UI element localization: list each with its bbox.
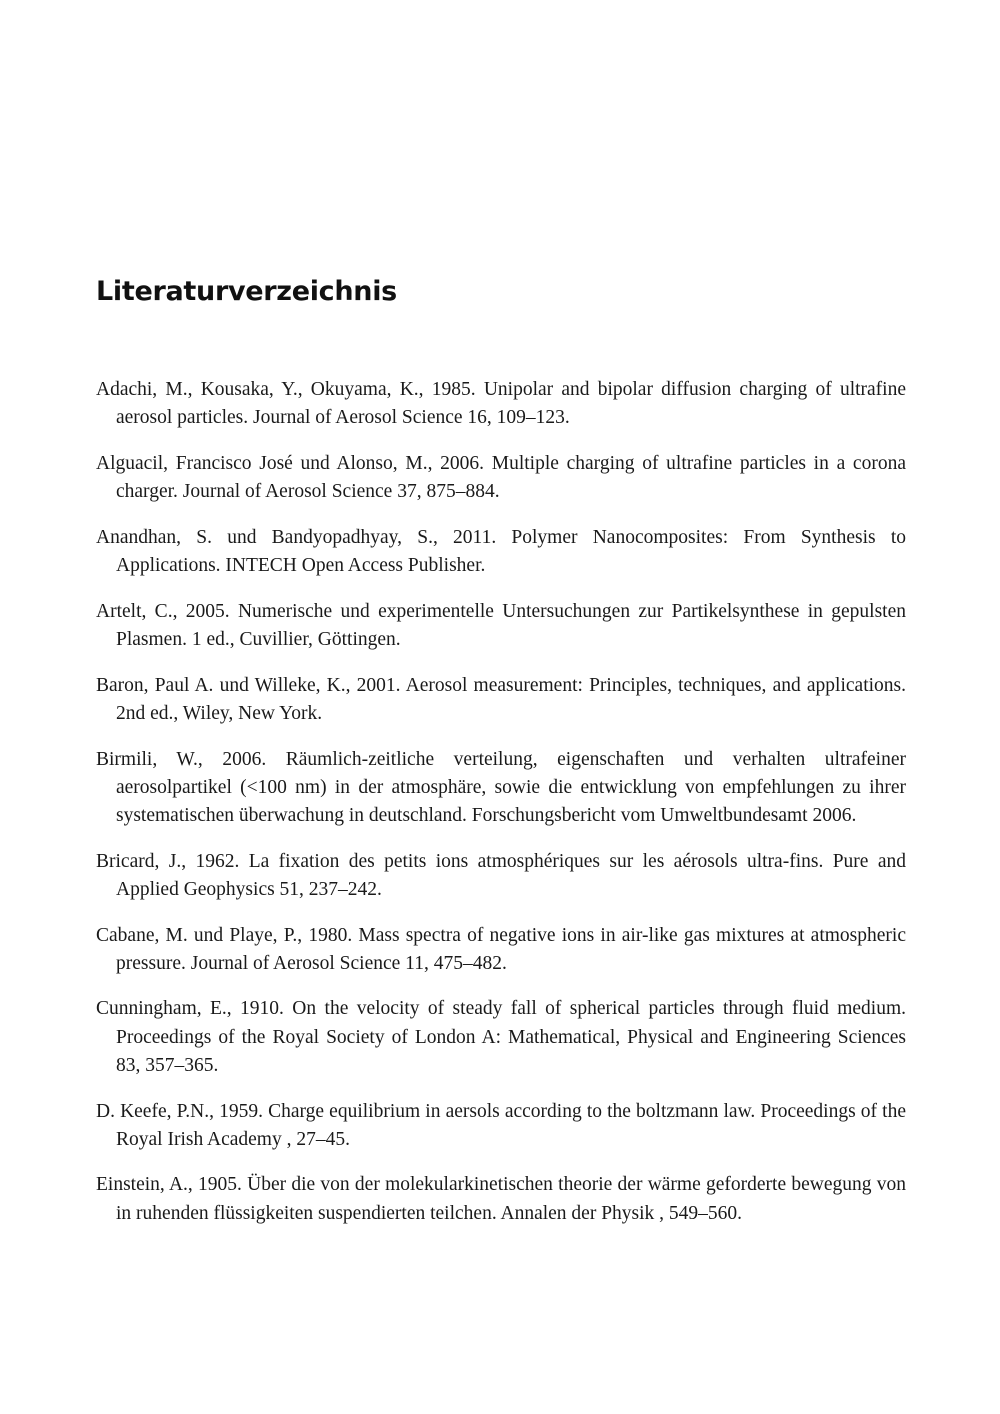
bibliography-entry-einstein-1905: Einstein, A., 1905. Über die von der molekularkinetischen theorie der wärme geforderte bewegung von in ruhenden flüssigkeiten suspendierten teilchen. Annalen der Physik , 549–560. <box>96 1174 906 1224</box>
bibliography-entry-baron-2001: Baron, Paul A. und Willeke, K., 2001. Aerosol measurement: Principles, techniques, and applications. 2nd ed., Wiley, New York. <box>96 674 906 724</box>
bibliography-entry-birmili-2006: Birmili, W., 2006. Räumlich-zeitliche verteilung, eigenschaften und verhalten ultrafeiner aerosolpartikel (<100 nm) in der atmosphäre, sowie die entwicklung von empfehlungen zu ihrer systematischen überwachung in deutschland. Forschungsbericht vom Umweltbundesamt 2006. <box>96 748 906 826</box>
bibliography-entry-cunningham-1910: Cunningham, E., 1910. On the velocity of steady fall of spherical particles through fluid medium. Proceedings of the Royal Society of London A: Mathematical, Physical and Engineering Sciences 83, 357–365. <box>96 998 906 1076</box>
chapter-title: Literaturverzeichnis <box>96 276 397 307</box>
bibliography-entry-cabane-1980: Cabane, M. und Playe, P., 1980. Mass spectra of negative ions in air-like gas mixtures at atmospheric pressure. Journal of Aerosol Science 11, 475–482. <box>96 924 906 974</box>
bibliography-list <box>96 376 906 1245</box>
bibliography-entry-keefe-1959: D. Keefe, P.N., 1959. Charge equilibrium in aersols according to the boltzmann law. Proceedings of the Royal Irish Academy , 27–45. <box>96 1100 906 1150</box>
bibliography-entry-bricard-1962: Bricard, J., 1962. La fixation des petits ions atmosphériques sur les aérosols ultra-fins. Pure and Applied Geophysics 51, 237–242. <box>96 850 906 900</box>
bibliography-entry-adachi-1985: Adachi, M., Kousaka, Y., Okuyama, K., 1985. Unipolar and bipolar diffusion charging of ultrafine aerosol particles. Journal of Aerosol Science 16, 109–123. <box>96 379 906 429</box>
bibliography-entry-artelt-2005: Artelt, C., 2005. Numerische und experimentelle Untersuchungen zur Partikelsynthese in gepulsten Plasmen. 1 ed., Cuvillier, Göttingen. <box>96 600 906 650</box>
bibliography-entry-alguacil-2006: Alguacil, Francisco José und Alonso, M., 2006. Multiple charging of ultrafine particles in a corona charger. Journal of Aerosol Science 37, 875–884. <box>96 452 906 503</box>
bibliography-entry-anandhan-2011: Anandhan, S. und Bandyopadhyay, S., 2011. Polymer Nanocomposites: From Synthesis to Applications. INTECH Open Access Publisher. <box>96 526 906 577</box>
